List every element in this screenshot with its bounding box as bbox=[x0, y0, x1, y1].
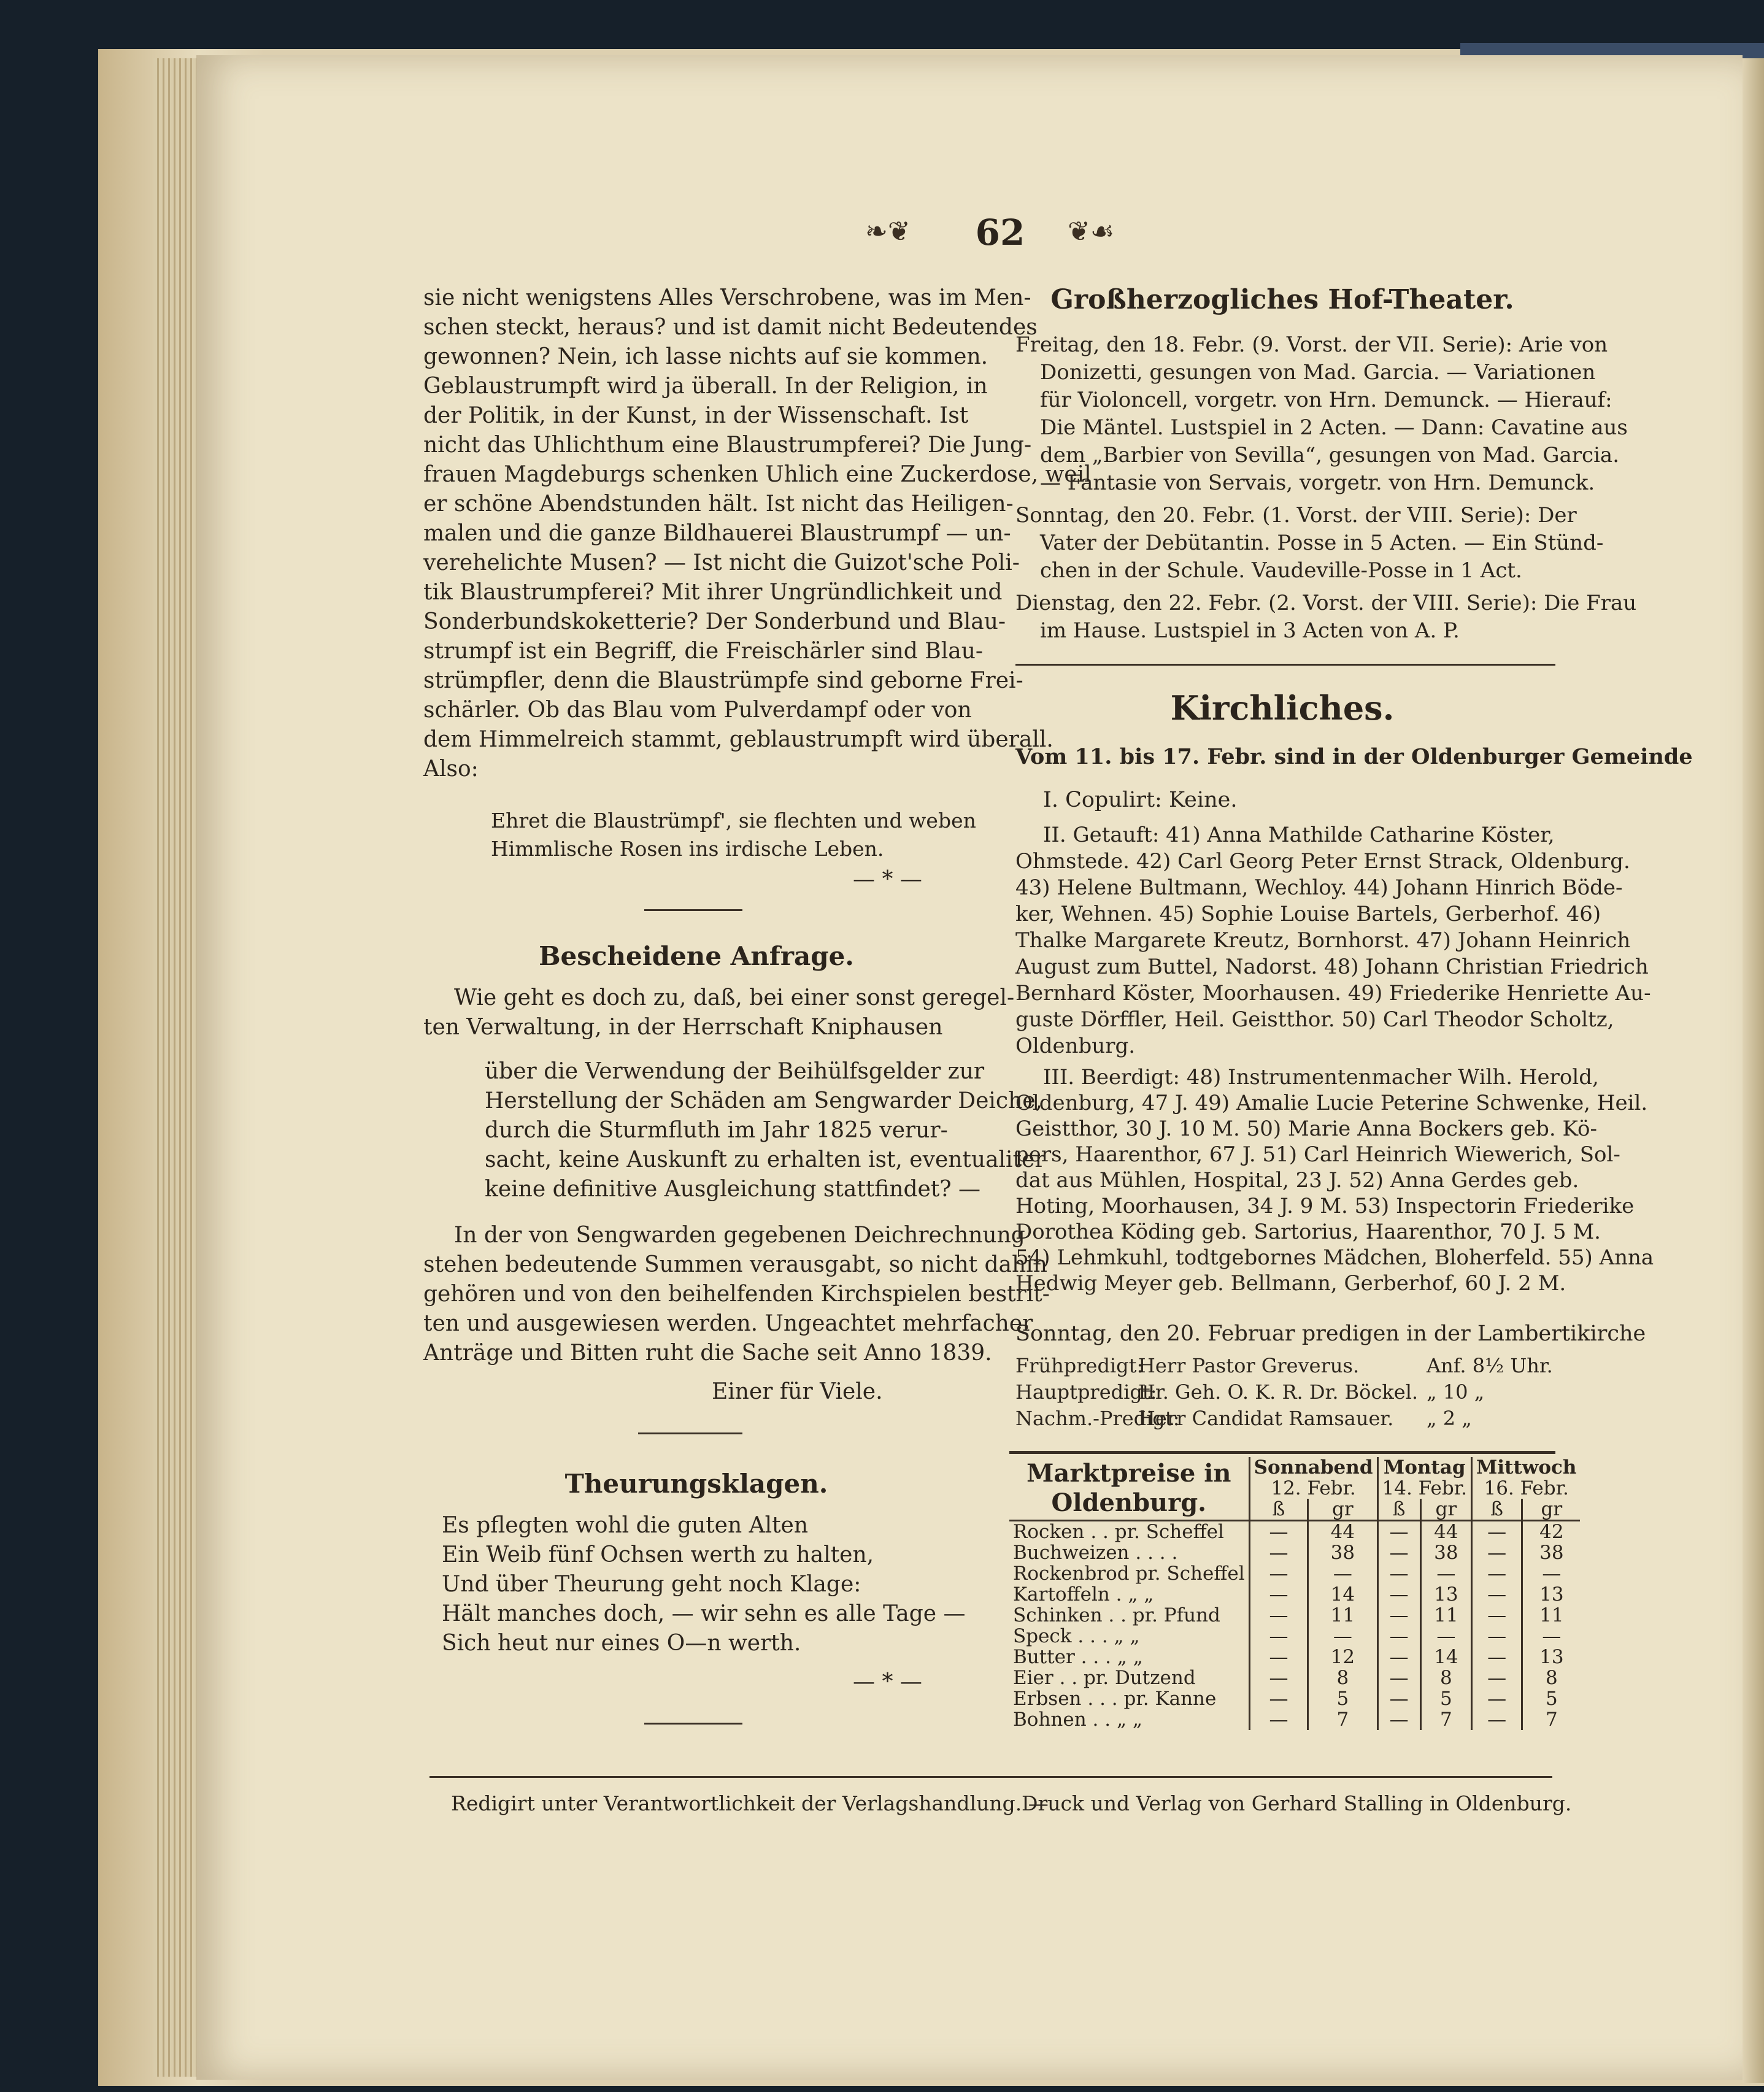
market-price-cell: — bbox=[1249, 1709, 1308, 1730]
market-price-cell: 14 bbox=[1308, 1584, 1377, 1605]
market-date-1: 12. Febr. bbox=[1249, 1478, 1377, 1499]
market-price-cell: — bbox=[1377, 1584, 1420, 1605]
market-price-cell: — bbox=[1377, 1542, 1420, 1563]
market-row bbox=[1009, 1688, 1580, 1709]
market-price-cell: — bbox=[1249, 1605, 1308, 1626]
kirchliches-beerdigt: III. Beerdigt: 48) Instrumentenmacher Wilh. Herold, Oldenburg, 47 J. 49) Amalie Lucie Peterine Schwenke, Heil. Geistthor, 30 J. 10 M. 50) Marie Anna Bockers geb. Kö- pers, Haarenthor, 67 J. 51) Carl Heinrich Wiewerich, Sol- dat aus Mühlen, Hospital, 23 J. 52) Anna Gerdes geb. Hoting, Moorhausen, 34 J. 9 M. 53) Inspectorin Friederike Dorothea Köding geb. Sartorius, Haarenthor, 70 J. 5 M. 54) Lehmkuhl, todtgebornes Mädchen, Bloherfeld. 55) Anna Hedwig Meyer geb. Bellmann, Gerberhof, 60 J. 2 M. bbox=[1015, 1065, 1654, 1296]
market-item: Erbsen . . . pr. Kanne bbox=[1013, 1688, 1217, 1710]
market-item: Rockenbrod pr. Scheffel bbox=[1013, 1563, 1245, 1585]
footer-right: Druck und Verlag von Gerhard Stalling in Oldenburg. bbox=[1022, 1791, 1572, 1815]
market-price-cell: 5 bbox=[1308, 1688, 1377, 1709]
market-price-cell: 7 bbox=[1308, 1709, 1377, 1730]
market-table-top-rule bbox=[1009, 1451, 1555, 1454]
section-divider-3 bbox=[644, 1723, 742, 1725]
market-day-3: Mittwoch bbox=[1471, 1457, 1580, 1478]
footer-left: Redigirt unter Verantwortlichkeit der Verlagshandlung. — bbox=[451, 1791, 1049, 1815]
market-price-cell: — bbox=[1308, 1563, 1377, 1584]
right-page-edge bbox=[1743, 58, 1764, 2083]
market-price-cell: — bbox=[1377, 1667, 1420, 1688]
unit-header: ß bbox=[1377, 1499, 1420, 1521]
unit-header: ß bbox=[1249, 1499, 1308, 1521]
market-price-cell: — bbox=[1249, 1542, 1308, 1563]
market-price-cell: — bbox=[1377, 1626, 1420, 1647]
market-row bbox=[1009, 1605, 1580, 1626]
market-item: Kartoffeln . „ „ bbox=[1013, 1583, 1154, 1606]
market-price-cell: 14 bbox=[1420, 1647, 1471, 1667]
market-item: Bohnen . . „ „ bbox=[1013, 1709, 1142, 1731]
market-price-cell: — bbox=[1471, 1605, 1522, 1626]
market-price-cell: — bbox=[1377, 1521, 1420, 1543]
market-row bbox=[1009, 1542, 1580, 1563]
market-price-cell: 7 bbox=[1522, 1709, 1581, 1730]
market-date-2: 14. Febr. bbox=[1377, 1478, 1471, 1499]
footer-rule bbox=[429, 1776, 1552, 1778]
heading-hof-theater: Großherzogliches Hof-Theater. bbox=[1050, 284, 1514, 315]
sermon-row: Nachm.-Predigt: Herr Candidat Ramsauer. „ 2 „ bbox=[1015, 1407, 1472, 1430]
market-price-cell: — bbox=[1377, 1647, 1420, 1667]
sermon-intro: Sonntag, den 20. Februar predigen in der Lambertikirche bbox=[1015, 1321, 1646, 1346]
market-price-cell: 38 bbox=[1308, 1542, 1377, 1563]
market-item: Buchweizen . . . . bbox=[1013, 1542, 1178, 1564]
market-price-cell: 5 bbox=[1522, 1688, 1581, 1709]
market-date-3: 16. Febr. bbox=[1471, 1478, 1580, 1499]
unit-header: ß bbox=[1471, 1499, 1522, 1521]
market-row bbox=[1009, 1521, 1580, 1543]
market-item: Eier . . pr. Dutzend bbox=[1013, 1667, 1196, 1689]
market-price-cell: 7 bbox=[1420, 1709, 1471, 1730]
market-day-2: Montag bbox=[1377, 1457, 1471, 1478]
market-price-cell: 38 bbox=[1420, 1542, 1471, 1563]
market-price-cell: 38 bbox=[1522, 1542, 1581, 1563]
sermon-row: Hauptpredigt: Hr. Geh. O. K. R. Dr. Böckel. „ 10 „ bbox=[1015, 1380, 1485, 1404]
market-price-cell: — bbox=[1471, 1521, 1522, 1543]
left-paragraph-3: In der von Sengwarden gegebenen Deichrechnung stehen bedeutende Summen verausgabt, so nicht dahin gehören und von den beihelfenden Kirchspielen bestrit- ten und ausgewiesen werden. Ungeachtet mehrfacher Anträge und Bitten ruht die Sache seit Anno 1839. bbox=[423, 1223, 1050, 1366]
left-ornament: ❧❦ bbox=[865, 216, 911, 247]
market-row bbox=[1009, 1563, 1580, 1584]
market-price-cell: 5 bbox=[1420, 1688, 1471, 1709]
sermon-list bbox=[1015, 1353, 1553, 1432]
market-price-cell: — bbox=[1377, 1688, 1420, 1709]
verse-theurungsklagen: Es pflegten wohl die guten Alten Ein Weib fünf Ochsen werth zu halten, Und über Theurung geht noch Klage: Hält manches doch, — wir sehn es alle Tage — Sich heut nur eines O—n werth. bbox=[442, 1513, 966, 1656]
kirchliches-intro: Vom 11. bis 17. Febr. sind in der Oldenburger Gemeinde bbox=[1015, 744, 1693, 769]
market-day-1: Sonnabend bbox=[1249, 1457, 1377, 1478]
market-price-cell: — bbox=[1522, 1563, 1581, 1584]
market-price-cell: — bbox=[1420, 1563, 1471, 1584]
market-price-cell: — bbox=[1249, 1563, 1308, 1584]
section-divider-2 bbox=[638, 1432, 742, 1434]
market-price-cell: — bbox=[1471, 1667, 1522, 1688]
market-row bbox=[1009, 1667, 1580, 1688]
market-price-cell: — bbox=[1522, 1626, 1581, 1647]
market-price-cell: — bbox=[1471, 1626, 1522, 1647]
left-paragraph-2-indented: über die Verwendung der Beihülfsgelder zur Herstellung der Schäden am Sengwarder Deiche, durch die Sturmfluth im Jahr 1825 verur- sacht, keine Auskunft zu erhalten ist, eventualiter keine definitive Ausgleichung stattfindet? — bbox=[485, 1059, 1046, 1202]
market-price-cell: 8 bbox=[1522, 1667, 1581, 1688]
market-price-cell: 8 bbox=[1420, 1667, 1471, 1688]
market-price-cell: 13 bbox=[1522, 1647, 1581, 1667]
signature-star-1: — * — bbox=[853, 867, 922, 892]
market-price-cell: — bbox=[1471, 1647, 1522, 1667]
market-price-cell: 11 bbox=[1308, 1605, 1377, 1626]
market-item: Schinken . . pr. Pfund bbox=[1013, 1604, 1220, 1626]
market-price-cell: — bbox=[1420, 1626, 1471, 1647]
kirchliches-copulirt: I. Copulirt: Keine. bbox=[1043, 788, 1238, 812]
theater-divider bbox=[1015, 664, 1555, 666]
market-title: Marktpreise in Oldenburg. bbox=[1026, 1459, 1231, 1517]
market-price-cell: — bbox=[1249, 1626, 1308, 1647]
market-price-cell: — bbox=[1249, 1584, 1308, 1605]
left-paragraph-2: Wie geht es doch zu, daß, bei einer sonst geregel- ten Verwaltung, in der Herrschaft Kniphausen bbox=[423, 985, 1015, 1040]
market-price-cell: — bbox=[1471, 1584, 1522, 1605]
market-price-cell: — bbox=[1249, 1688, 1308, 1709]
market-price-cell: 8 bbox=[1308, 1667, 1377, 1688]
signature-einer-fuer-viele: Einer für Viele. bbox=[712, 1379, 883, 1404]
market-price-cell: 44 bbox=[1420, 1521, 1471, 1543]
market-row bbox=[1009, 1584, 1580, 1605]
market-price-cell: — bbox=[1471, 1563, 1522, 1584]
market-row bbox=[1009, 1709, 1580, 1730]
verse-blaustruempfe: Ehret die Blaustrümpf', sie flechten und weben Himmlische Rosen ins irdische Leben. bbox=[491, 809, 976, 861]
unit-header: gr bbox=[1522, 1499, 1581, 1521]
right-ornament: ❦☙ bbox=[1068, 216, 1115, 247]
heading-bescheidene-anfrage: Bescheidene Anfrage. bbox=[539, 941, 854, 971]
market-price-cell: — bbox=[1377, 1605, 1420, 1626]
market-price-cell: 44 bbox=[1308, 1521, 1377, 1543]
page-stack-edges bbox=[153, 58, 196, 2077]
page-number: 62 bbox=[975, 212, 1025, 253]
market-price-cell: — bbox=[1471, 1709, 1522, 1730]
market-price-cell: — bbox=[1249, 1667, 1308, 1688]
kirchliches-getauft: II. Getauft: 41) Anna Mathilde Catharine Köster, Ohmstede. 42) Carl Georg Peter Ernst Strack, Oldenburg. 43) Helene Bultmann, Wechloy. 44) Johann Hinrich Böde- ker, Wehnen. 45) Sophie Louise Bartels, Gerberhof. 46) Thalke Margarete Kreutz, Bornhorst. 47) Johann Heinrich August zum Buttel, Nadorst. 48) Johann Christian Friedrich Bernhard Köster, Moorhausen. 49) Friederike Henriette Au- guste Dörffler, Heil. Geistthor. 50) Carl Theodor Scholtz, Oldenburg. bbox=[1015, 823, 1651, 1058]
signature-star-3: — * — bbox=[853, 1669, 922, 1694]
market-row bbox=[1009, 1626, 1580, 1647]
market-row bbox=[1009, 1647, 1580, 1667]
unit-header: gr bbox=[1308, 1499, 1377, 1521]
market-price-cell: — bbox=[1377, 1709, 1420, 1730]
market-price-cell: — bbox=[1471, 1688, 1522, 1709]
market-price-cell: 11 bbox=[1522, 1605, 1581, 1626]
market-price-cell: — bbox=[1249, 1521, 1308, 1543]
market-item: Rocken . . pr. Scheffel bbox=[1013, 1521, 1224, 1543]
market-price-cell: 12 bbox=[1308, 1647, 1377, 1667]
heading-theurungsklagen: Theurungsklagen. bbox=[564, 1469, 828, 1499]
theater-listings: Freitag, den 18. Febr. (9. Vorst. der VII. Serie): Arie von Donizetti, gesungen von Mad. Garcia. — Variationen für Violoncell, vorgetr. von Hrn. Demunck. — Hierauf: Die Mäntel. Lustspiel in 2 Acten. — Dann: Cavatine aus dem „Barbier von Sevilla“, gesungen von Mad. Garcia. — Fantasie von Servais, vorgetr. von Hrn. Demunck. Sonntag, den 20. Febr. (1. Vorst. der VIII. Serie): Der Vater der Debütantin. Posse in 5 Acten. — Ein Stünd- chen in der Schule. Vaudeville-Posse in 1 Act. Dienstag, den 22. Febr. (2. Vorst. der VIII. Serie): Die Frau im Hause. Lustspiel in 3 Acten von A. P. bbox=[1015, 333, 1637, 643]
section-divider-1 bbox=[644, 909, 742, 911]
left-paragraph-1: sie nicht wenigstens Alles Verschrobene, was im Men- schen steckt, heraus? und ist damit nicht Bedeutendes gewonnen? Nein, ich lasse nichts auf sie kommen. Geblaustrumpft wird ja überall. In der Religion, in der Politik, in der Kunst, in der Wissenschaft. Ist nicht das Uhlichthum eine Blaustrumpferei? Die Jung- frauen Magdeburgs schenken Uhlich eine Zuckerdose, weil er schöne Abendstunden hält. Ist nicht das Heiligen- malen und die ganze Bildhauerei Blaustrumpf — un- verehelichte Musen? — Ist nicht die Guizot'sche Poli- tik Blaustrumpferei? Mit ihrer Ungründlichkeit und Sonderbundskoketterie? Der Sonderbund und Blau- strumpf ist ein Begriff, die Freischärler sind Blau- strümpfler, denn die Blaustrümpfe sind geborne Frei- schärler. Ob das Blau vom Pulverdampf oder von dem Himmelreich stammt, geblaustrumpft wird überall. Also: bbox=[423, 285, 1092, 782]
sermon-row: Frühpredigt: Herr Pastor Greverus. Anf. 8½ Uhr. bbox=[1015, 1354, 1553, 1377]
market-price-cell: — bbox=[1249, 1647, 1308, 1667]
market-price-cell: 13 bbox=[1522, 1584, 1581, 1605]
unit-header: gr bbox=[1420, 1499, 1471, 1521]
market-price-cell: 13 bbox=[1420, 1584, 1471, 1605]
market-price-cell: — bbox=[1377, 1563, 1420, 1584]
heading-kirchliches: Kirchliches. bbox=[1170, 688, 1395, 728]
market-item: Speck . . . „ „ bbox=[1013, 1625, 1140, 1647]
market-price-cell: 11 bbox=[1420, 1605, 1471, 1626]
market-price-cell: 42 bbox=[1522, 1521, 1581, 1543]
market-price-cell: — bbox=[1308, 1626, 1377, 1647]
market-item: Butter . . . „ „ bbox=[1013, 1646, 1143, 1668]
market-price-table bbox=[1009, 1457, 1580, 1730]
market-price-cell: — bbox=[1471, 1542, 1522, 1563]
